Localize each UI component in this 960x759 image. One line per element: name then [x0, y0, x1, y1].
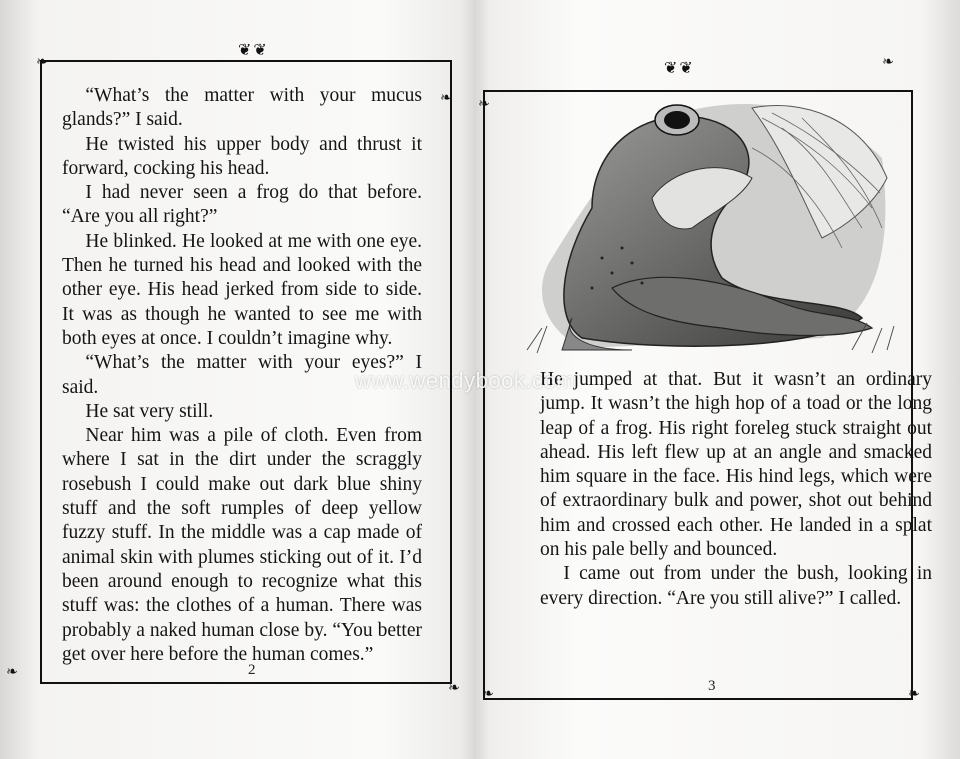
frog-illustration — [522, 88, 902, 358]
paragraph: He sat very still. — [85, 400, 214, 422]
paragraph: He jumped at that. But it wasn’t an ordinary jump. It wasn’t the high hop of a toad or the long leap of a frog. His right foreleg stuck straight out ahead. His left flew up at an angle and smacked him square in the face. His hind legs, which were of extraordinary bulk and power, shot out behind him and crossed each other. He landed in a splat on his pale belly and bounced. — [540, 369, 932, 561]
corner-ornament-icon: ❧ — [908, 686, 920, 702]
paragraph: “What’s the matter with your mucus glands?” I said. — [62, 85, 422, 131]
corner-ornament-icon: ❧ — [882, 54, 894, 70]
paragraph: He twisted his upper body and thrust it forward, cocking his head. — [62, 133, 422, 179]
right-page-text — [540, 368, 932, 611]
watermark: www.wendybook.com — [355, 368, 576, 393]
paragraph: He blinked. He looked at me with one eye. Then he turned his head and looked with the other eye. His head jerked from side to side. It was as though he wanted to see me with both eyes at once. I couldn’t imagine why. — [62, 230, 422, 349]
page-number: 3 — [708, 678, 716, 694]
paragraph: “What’s the matter with your eyes?” I said. — [62, 352, 422, 398]
paragraph: I had never seen a frog do that before. “Are you all right?” — [62, 182, 422, 228]
paragraph: Near him was a pile of cloth. Even from where I sat in the dirt under the scraggly rosebush I could make out dark blue shiny stuff and the soft rumples of deep yellow fuzzy stuff. In the middle was a cap made of animal skin with plumes sticking out of it. I’d been around enough to recognize what this stuff was: the clothes of a human. There was probably a naked human close by. “You better get over here before the human comes.” — [62, 425, 422, 665]
corner-ornament-icon: ❧ — [482, 686, 494, 702]
corner-ornament-icon: ❧ — [478, 96, 490, 112]
page-number: 2 — [248, 662, 256, 678]
corner-ornament-icon: ❧ — [440, 90, 452, 106]
paragraph: I came out from under the bush, looking in every direction. “Are you still alive?” I called. — [540, 563, 932, 609]
corner-ornament-icon: ❧ — [36, 54, 48, 70]
corner-ornament-icon: ❧ — [448, 680, 460, 696]
corner-ornament-icon: ❧ — [6, 664, 18, 680]
left-top-ornament-icon: ❦❦ — [238, 40, 269, 59]
right-top-ornament-icon: ❦❦ — [664, 58, 695, 77]
